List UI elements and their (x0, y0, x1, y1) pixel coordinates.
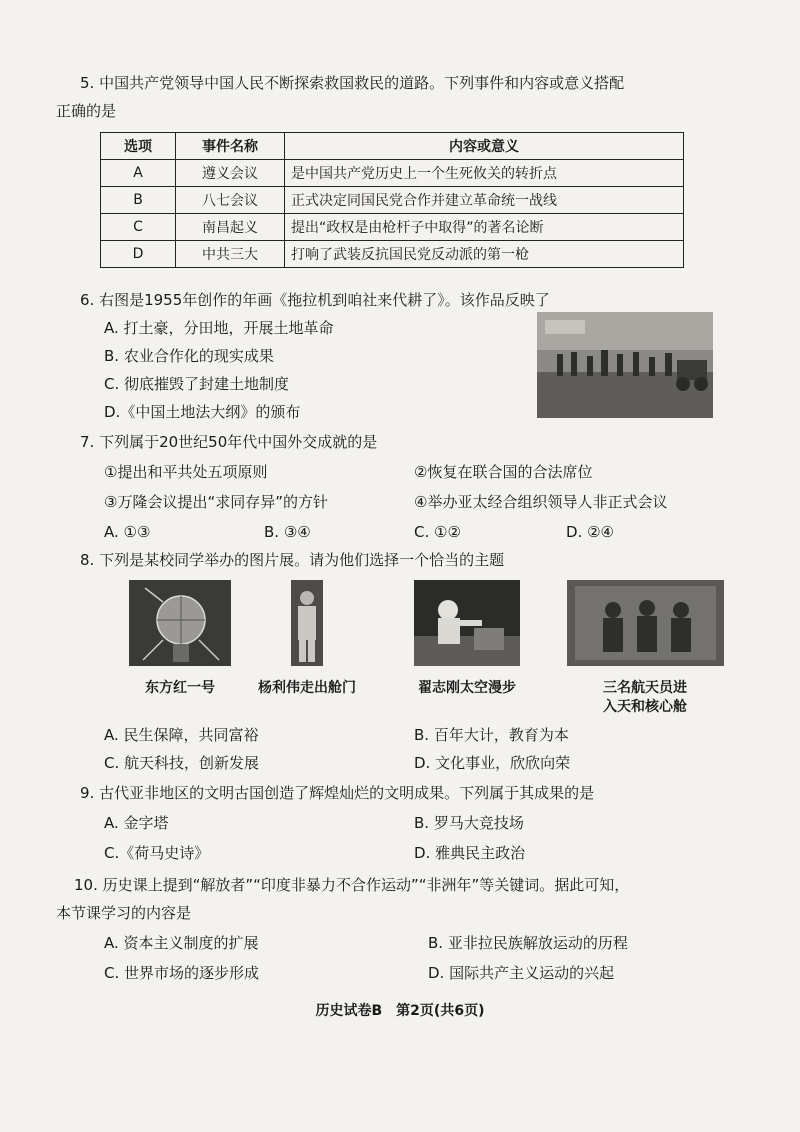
q7-stem: 7. 下列属于20世纪50年代中国外交成就的是 (80, 433, 378, 451)
q7-option-a: A. ①③ (104, 523, 151, 541)
table-row (101, 241, 684, 268)
q8-option-d: D. 文化事业，欣欣向荣 (414, 754, 571, 772)
q7-item-4: ④举办亚太经合组织领导人非正式会议 (414, 493, 668, 511)
q5-header-event: 事件名称 (176, 133, 285, 160)
q5-cell-content: 正式决定同国民党合作并建立革命统一战线 (285, 187, 684, 214)
q9-option-b: B. 罗马大竞技场 (414, 814, 524, 832)
page-footer: 历史试卷B 第2页(共6页) (315, 1003, 485, 1019)
q5-table (100, 132, 684, 268)
q10-option-a: A. 资本主义制度的扩展 (104, 934, 259, 952)
q10-option-d: D. 国际共产主义运动的兴起 (428, 964, 615, 982)
q8-caption-4-line2: 入天和核心舱 (603, 699, 687, 715)
q5-cell-event: 南昌起义 (176, 214, 285, 241)
q7-item-1: ①提出和平共处五项原则 (104, 463, 268, 481)
q6-option-b: B. 农业合作化的现实成果 (104, 347, 274, 365)
q9-option-c: C.《荷马史诗》 (104, 844, 210, 862)
q10-stem-line2: 本节课学习的内容是 (56, 904, 192, 922)
q7-option-d: D. ②④ (566, 523, 614, 541)
q5-header-content: 内容或意义 (285, 133, 684, 160)
q9-option-a: A. 金字塔 (104, 814, 169, 832)
q8-tianhe-module-image (567, 580, 724, 666)
q7-option-b: B. ③④ (264, 523, 311, 541)
q5-cell-option: B (101, 187, 176, 214)
q8-option-a: A. 民生保障，共同富裕 (104, 726, 259, 744)
q5-cell-event: 八七会议 (176, 187, 285, 214)
q6-option-a: A. 打土豪，分田地，开展土地革命 (104, 319, 334, 337)
q7-item-2: ②恢复在联合国的合法席位 (414, 463, 593, 481)
q8-yang-liwei-image (291, 580, 323, 666)
q7-option-c: C. ①② (414, 523, 461, 541)
q8-satellite-image (129, 580, 231, 666)
q6-painting-image (537, 312, 713, 418)
q8-stem: 8. 下列是某校同学举办的图片展。请为他们选择一个恰当的主题 (80, 551, 505, 569)
q7-item-3: ③万隆会议提出“求同存异”的方针 (104, 493, 328, 511)
q8-zhai-zhigang-image (414, 580, 520, 666)
q5-cell-content: 是中国共产党历史上一个生死攸关的转折点 (285, 160, 684, 187)
table-row (101, 187, 684, 214)
q5-stem-line2: 正确的是 (56, 102, 117, 120)
q10-stem-line1: 10. 历史课上提到“解放者”“印度非暴力不合作运动”“非洲年”等关键词。据此可知， (74, 876, 630, 894)
q8-caption-1: 东方红一号 (145, 680, 215, 696)
table-row (101, 214, 684, 241)
q8-caption-3: 翟志刚太空漫步 (418, 680, 516, 696)
q5-cell-option: A (101, 160, 176, 187)
q8-caption-2: 杨利伟走出舱门 (258, 680, 356, 696)
table-row (101, 160, 684, 187)
q5-cell-option: D (101, 241, 176, 268)
q9-stem: 9. 古代亚非地区的文明古国创造了辉煌灿烂的文明成果。下列属于其成果的是 (80, 784, 595, 802)
q6-stem: 6. 右图是1955年创作的年画《拖拉机到咱社来代耕了》。该作品反映了 (80, 291, 550, 309)
q5-stem-line1: 5. 中国共产党领导中国人民不断探索救国救民的道路。下列事件和内容或意义搭配 (80, 74, 625, 92)
q10-option-c: C. 世界市场的逐步形成 (104, 964, 260, 982)
q5-header-option: 选项 (101, 133, 176, 160)
q5-cell-event: 中共三大 (176, 241, 285, 268)
q6-option-d: D.《中国土地法大纲》的颁布 (104, 403, 301, 421)
q8-option-c: C. 航天科技，创新发展 (104, 754, 260, 772)
q5-cell-content: 打响了武装反抗国民党反动派的第一枪 (285, 241, 684, 268)
q8-caption-4-line1: 三名航天员进 (603, 680, 687, 696)
q9-option-d: D. 雅典民主政治 (414, 844, 526, 862)
q5-cell-content: 提出“政权是由枪杆子中取得”的著名论断 (285, 214, 684, 241)
q10-option-b: B. 亚非拉民族解放运动的历程 (428, 934, 628, 952)
q6-option-c: C. 彻底摧毁了封建土地制度 (104, 375, 290, 393)
q8-option-b: B. 百年大计，教育为本 (414, 726, 569, 744)
q5-table-header (101, 133, 684, 160)
q5-cell-event: 遵义会议 (176, 160, 285, 187)
q5-cell-option: C (101, 214, 176, 241)
